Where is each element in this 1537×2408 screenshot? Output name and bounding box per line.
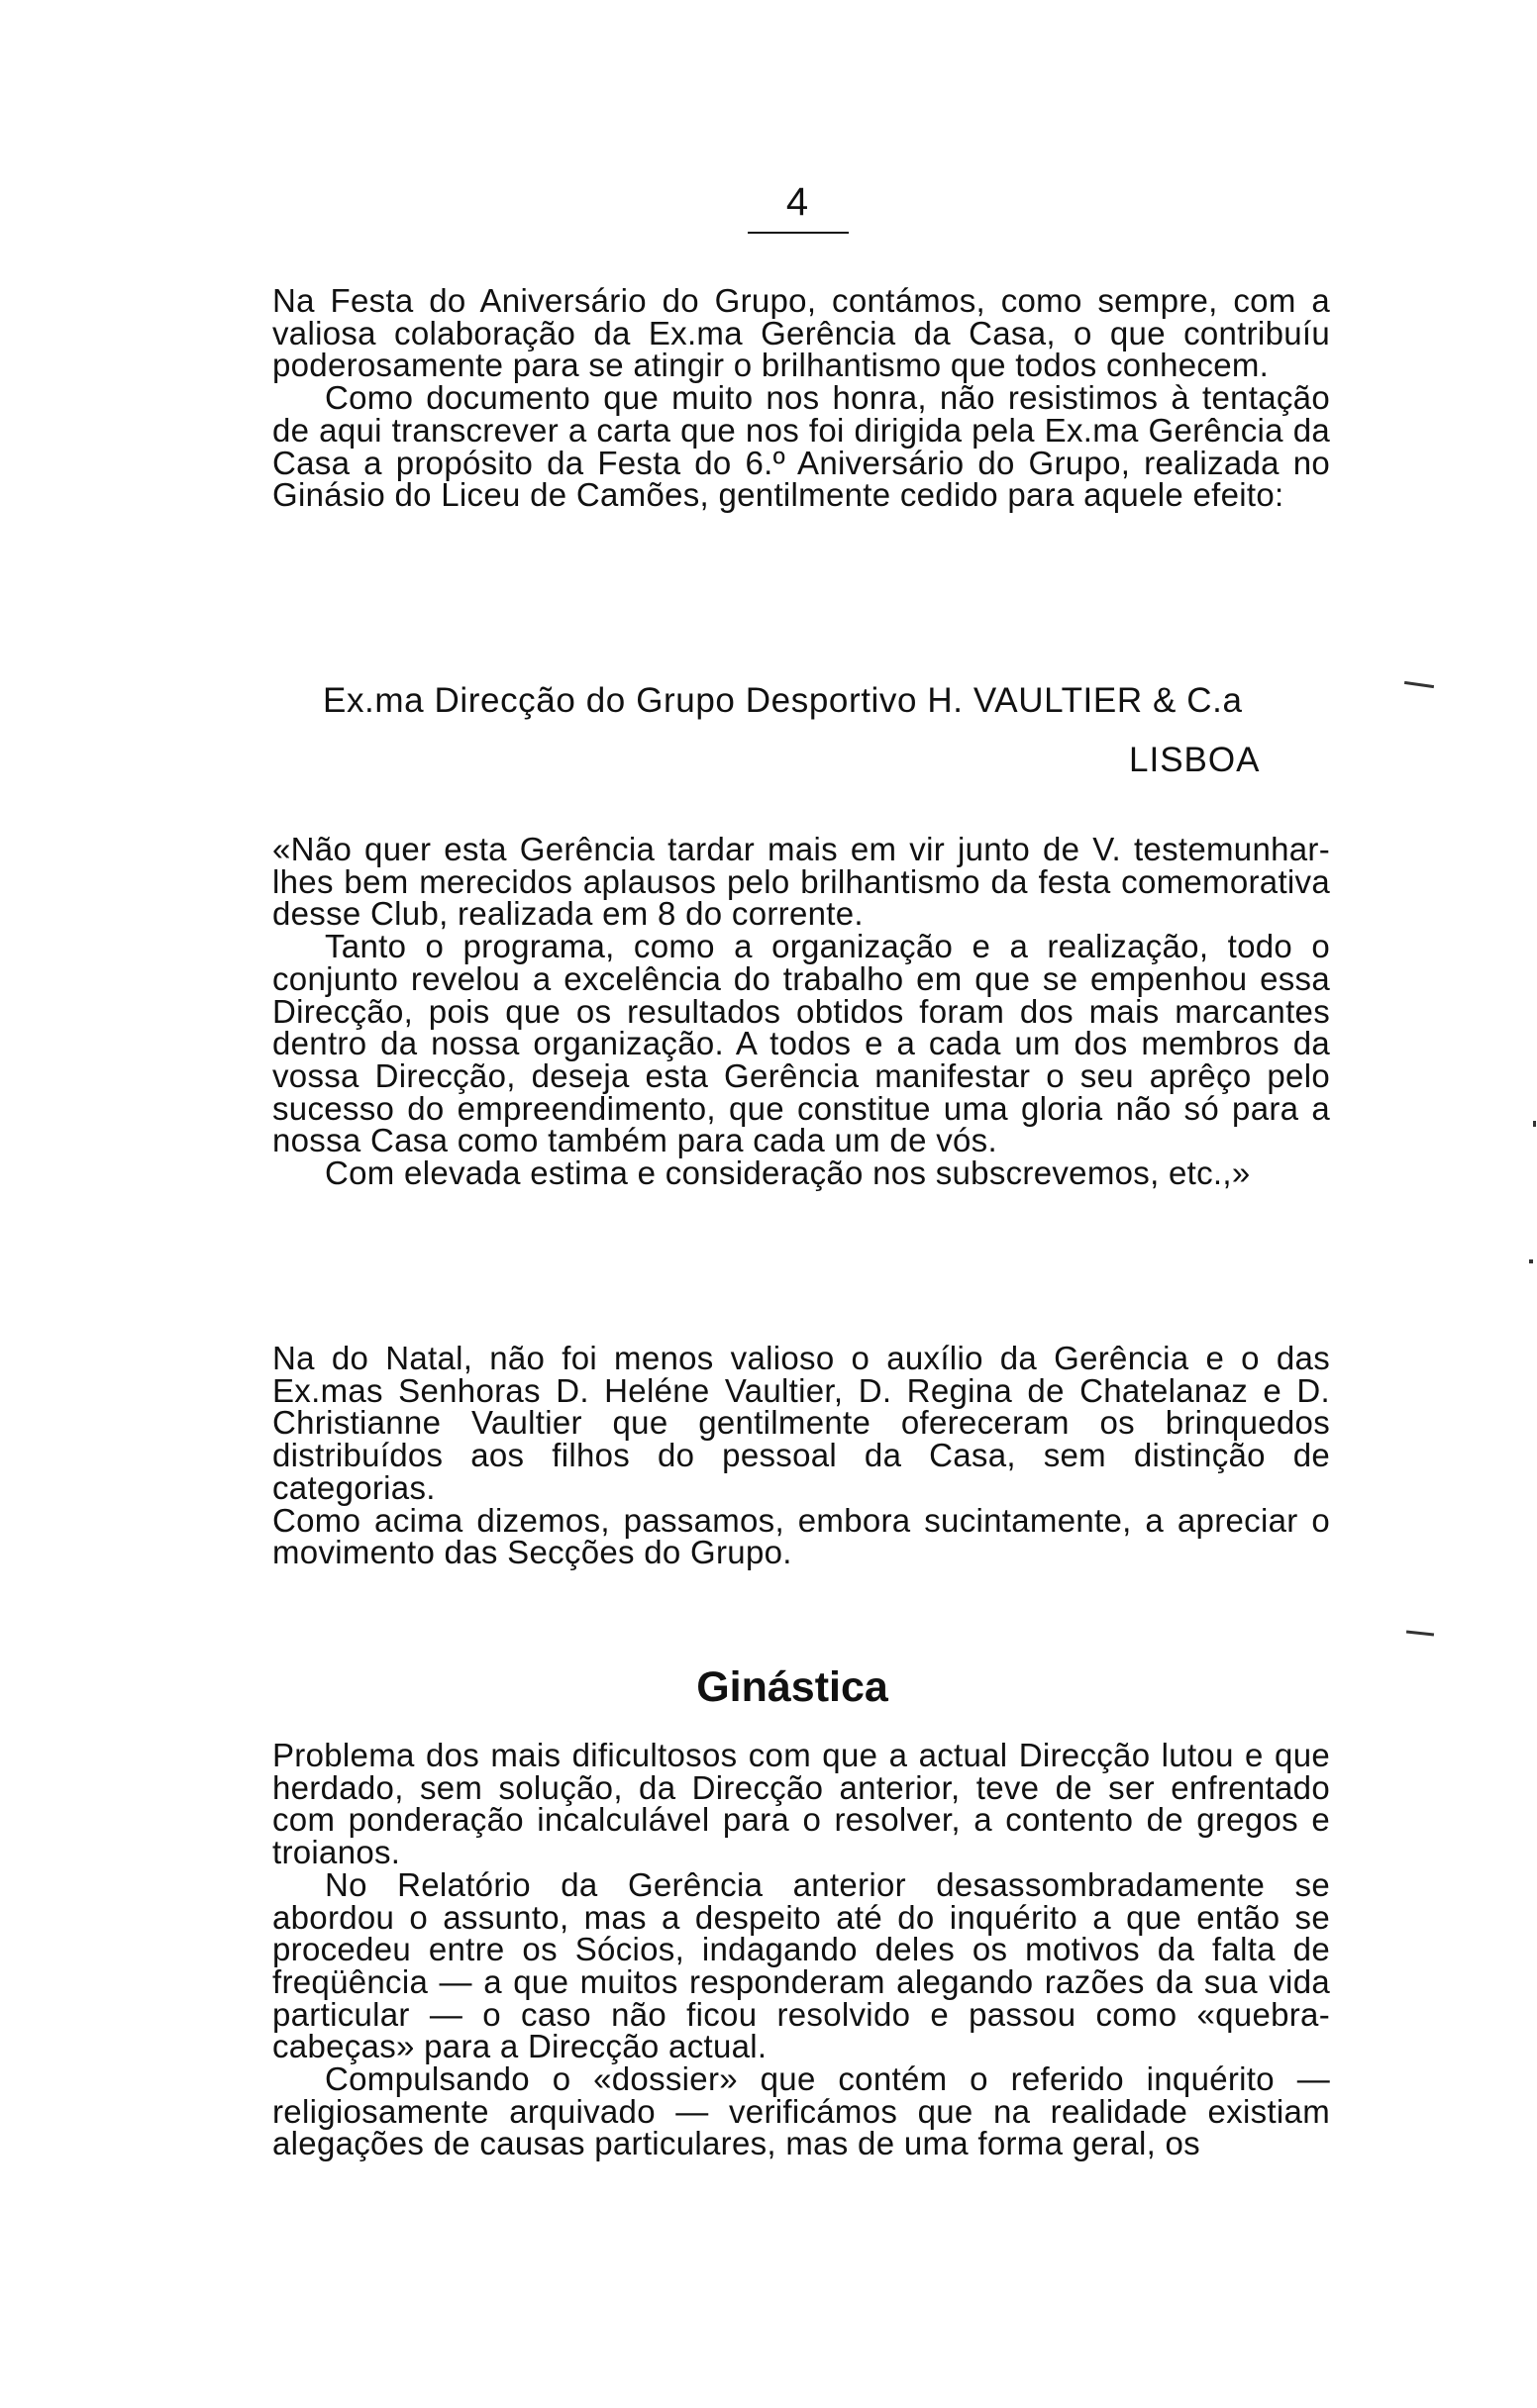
natal-paragraph: Na do Natal, não foi menos valioso o auxílio da Gerência e o das Ex.mas Senhoras D. Heléne Vaultier, D. Regina de Chatelanaz e D. Christianne Vaultier que gentilmente ofereceram os brinquedos distribuídos aos filhos do pessoal da Casa, sem distinção de categorias. bbox=[272, 1340, 1330, 1506]
letter-paragraph: Com elevada estima e consideração nos subscrevemos, etc.,» bbox=[325, 1154, 1251, 1192]
section-title-ginastica: Ginástica bbox=[696, 1663, 888, 1711]
letter-paragraph: «Não quer esta Gerência tardar mais em vir junto de V. testemunhar-lhes bem merecidos aplausos pelo brilhantismo da festa comemorativa desse Club, realizada em 8 do corrente. bbox=[272, 831, 1330, 933]
ink-mark bbox=[1406, 1631, 1434, 1637]
ginastica-paragraph: Compulsando o «dossier» que contém o referido inquérito — religiosamente arquivado — verificámos que na realidade existiam alegações de causas particulares, mas de uma forma geral, os bbox=[272, 2060, 1330, 2162]
letter-paragraph: Tanto o programa, como a organização e a realização, todo o conjunto revelou a excelência do trabalho em que se empenhou essa Direcção, pois que os resultados obtidos foram dos mais marcantes dentro da nossa organização. A todos e a cada um dos membros da vossa Direcção, deseja esta Gerência manifestar o seu aprêço pelo sucesso do empreendimento, que constitue uma gloria não só para a nossa Casa como também para cada um de vós. bbox=[272, 928, 1330, 1159]
page-number: 4 bbox=[785, 180, 809, 224]
natal-section bbox=[272, 1340, 1330, 1571]
ink-mark bbox=[1533, 1121, 1536, 1127]
letter-city: LISBOA bbox=[1129, 741, 1261, 779]
natal-paragraph: Como acima dizemos, passamos, embora sucintamente, a apreciar o movimento das Secções do Grupo. bbox=[272, 1501, 1330, 1571]
ginastica-section bbox=[272, 1737, 1330, 2162]
intro-section bbox=[272, 282, 1330, 514]
ginastica-paragraph: No Relatório da Gerência anterior desassombradamente se abordou o assunto, mas a despeito até do inquérito a que então se procedeu entre os Sócios, indagando deles os motivos da falta de freqüência — a que muitos responderam alegando razões da sua vida particular — o caso não ficou resolvido e passou como «quebra-cabeças» para a Direcção actual. bbox=[272, 1865, 1330, 2065]
ginastica-paragraph: Problema dos mais dificultosos com que a actual Direcção lutou e que herdado, sem solução, da Direcção anterior, teve de ser enfrentado com ponderação incalculável para o resolver, a contento de gregos e troianos. bbox=[272, 1737, 1330, 1871]
page-number-underline bbox=[748, 232, 849, 234]
intro-paragraph: Na Festa do Aniversário do Grupo, contámos, como sempre, com a valiosa colaboração da Ex.ma Gerência da Casa, o que contribuíu poderosamente para se atingir o brilhantismo que todos conhecem. bbox=[272, 282, 1330, 384]
ink-mark bbox=[1404, 681, 1434, 688]
letter-body bbox=[272, 831, 1330, 1192]
intro-paragraph: Como documento que muito nos honra, não resistimos à tentação de aqui transcrever a carta que nos foi dirigida pela Ex.ma Gerência da Casa a propósito da Festa do 6.º Aniversário do Grupo, realizada no Ginásio do Liceu de Camões, gentilmente cedido para aquele efeito: bbox=[272, 379, 1330, 514]
letter-salutation: Ex.ma Direcção do Grupo Desportivo H. VAULTIER & C.a bbox=[323, 681, 1243, 720]
ink-mark bbox=[1529, 1259, 1533, 1263]
